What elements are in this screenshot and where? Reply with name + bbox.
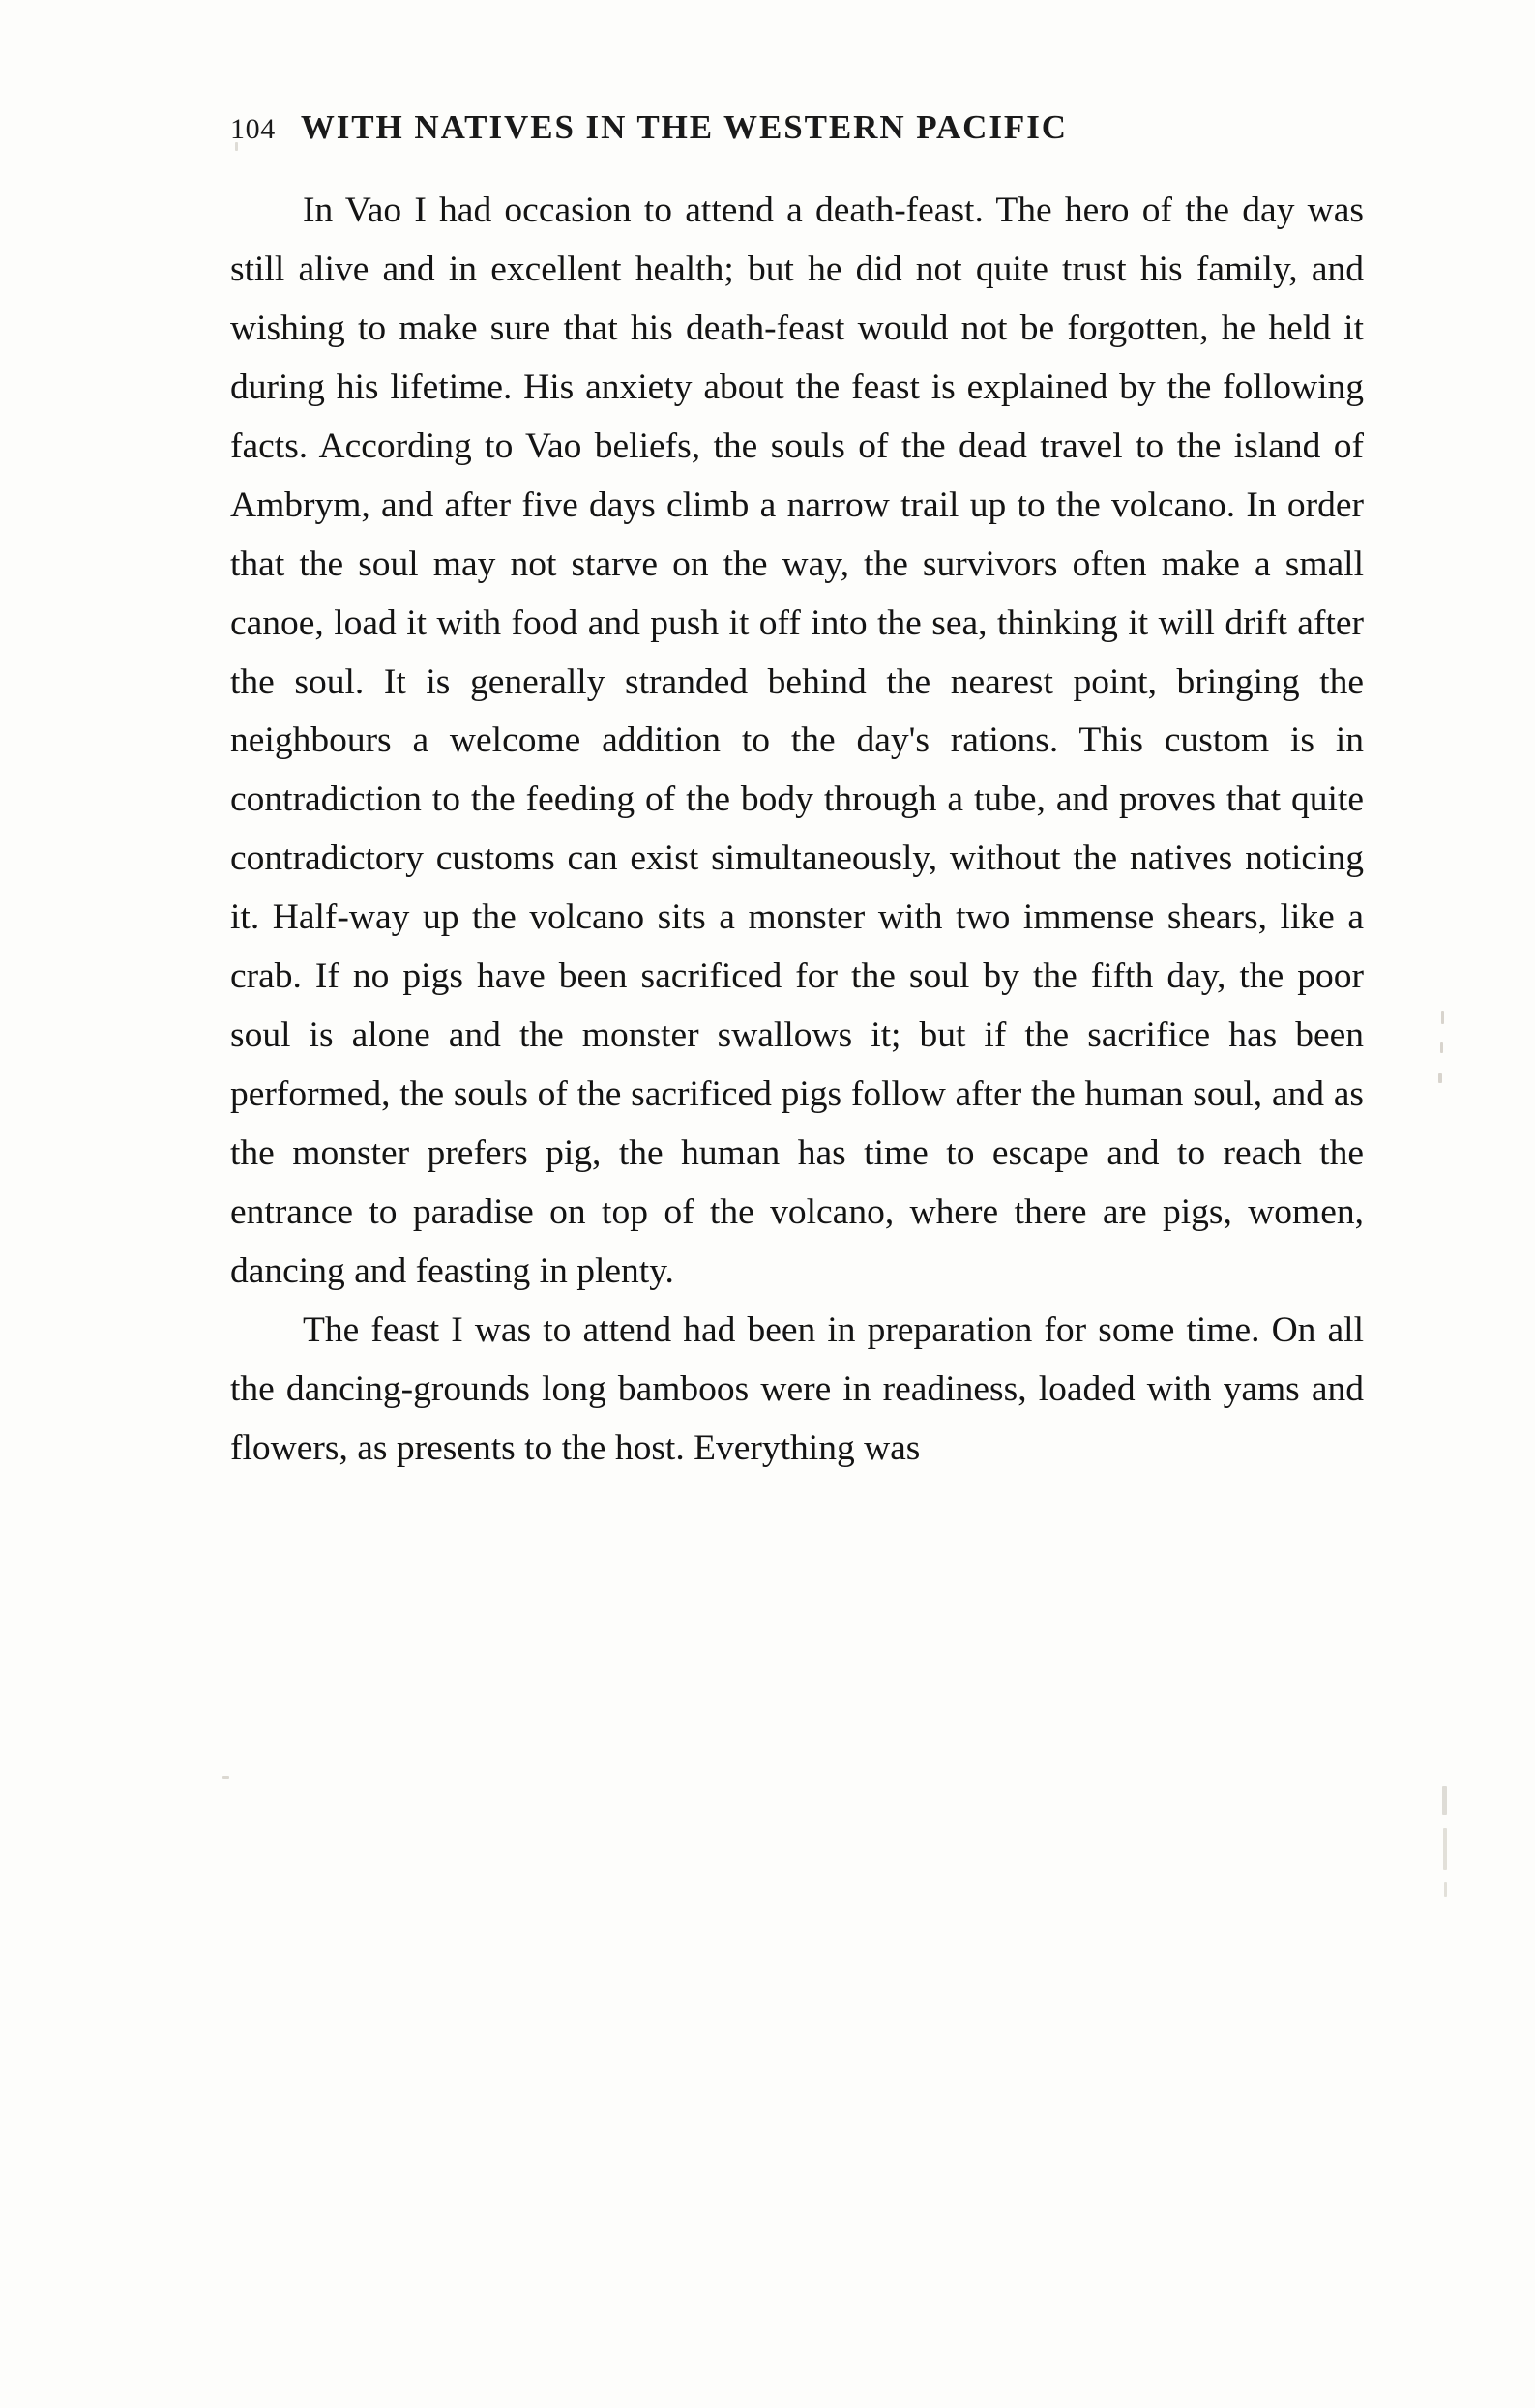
scan-speck: [235, 142, 238, 151]
running-head: [230, 108, 1364, 147]
paragraph-2: The feast I was to attend had been in preparation for some time. On all the dancing-grounds long bamboos were in readiness, loaded with yams and flowers, as presents to the host. Everything was: [230, 1309, 1364, 1468]
running-head-title: WITH NATIVES IN THE WESTERN PACIFIC: [300, 108, 1068, 146]
scan-speck: [1444, 1882, 1447, 1897]
scan-speck: [222, 1776, 229, 1779]
scan-speck: [1443, 1828, 1447, 1870]
scan-speck: [1440, 1042, 1443, 1053]
scan-speck: [1442, 1786, 1447, 1815]
page-content: [230, 108, 1364, 1479]
paragraph-1: In Vao I had occasion to attend a death-feast. The hero of the day was still alive and in excellent health; but he did not quite trust his family, and wishing to make sure that his death-feast would not be forgotten, he held it during his lifetime. His anxiety about the feast is explained by the following facts. According to Vao beliefs, the souls of the dead travel to the island of Ambrym, and after five days climb a narrow trail up to the volcano. In order that the soul may not starve on the way, the survivors often make a small canoe, load it with food and push it off into the sea, thinking it will drift after the soul. It is generally stranded behind the nearest point, bringing the neighbours a welcome addition to the day's rations. This custom is in contradiction to the feeding of the body through a tube, and proves that quite contradictory customs can exist simultaneously, without the natives noticing it. Half-way up the volcano sits a monster with two immense shears, like a crab. If no pigs have been sacrificed for the soul by the fifth day, the poor soul is alone and the monster swallows it; but if the sacrifice has been performed, the souls of the sacrificed pigs follow after the human soul, and as the monster prefers pig, the human has time to escape and to reach the entrance to paradise on top of the volcano, where there are pigs, women, dancing and feasting in plenty.: [230, 191, 1364, 1291]
page-number: 104: [230, 113, 276, 145]
scan-speck: [1441, 1011, 1444, 1024]
body-text: [230, 182, 1364, 1479]
scan-speck: [1438, 1073, 1442, 1083]
